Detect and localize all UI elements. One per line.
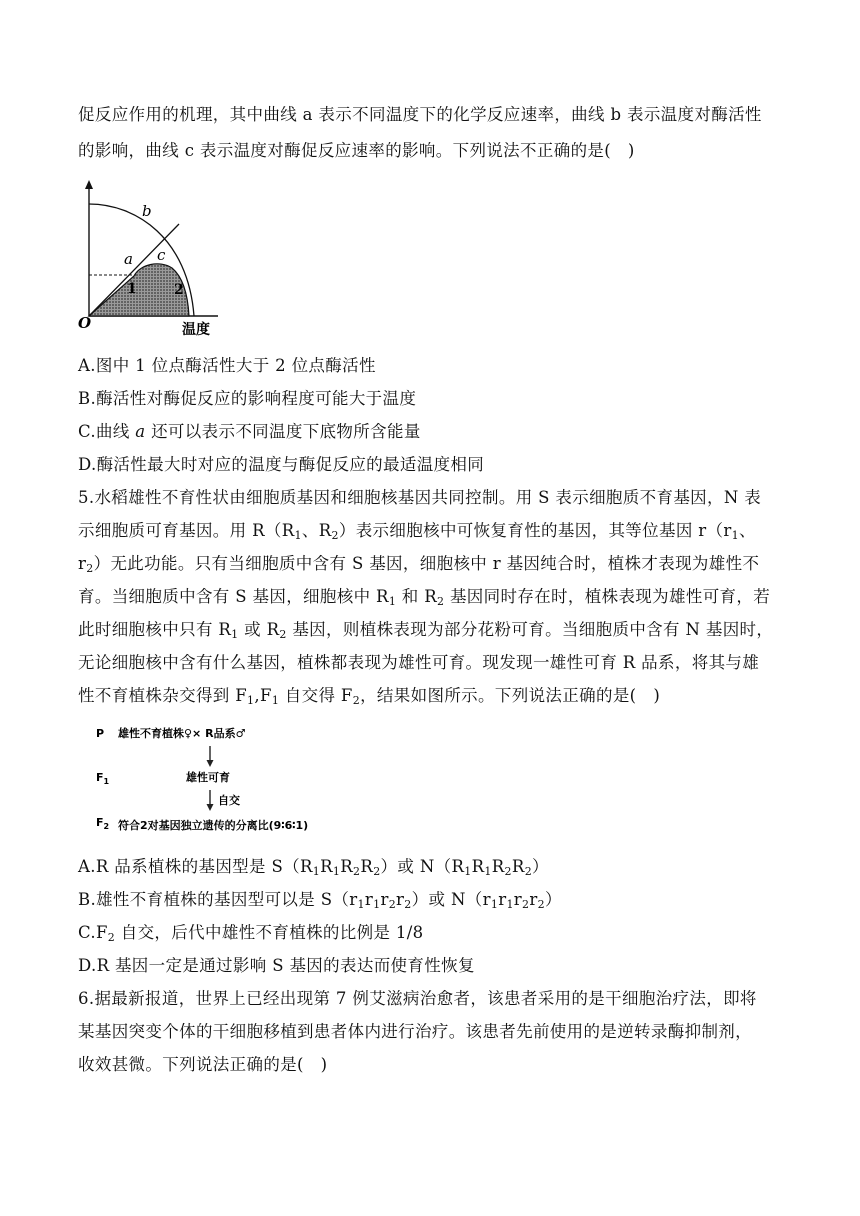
q5-a-s7: 2 (504, 865, 512, 878)
q5-l2b: 、R (301, 521, 332, 540)
q4-option-c-pre: C.曲线 (78, 422, 136, 441)
q5-line-3 (78, 552, 778, 576)
q4-option-d: D.酶活性最大时对应的温度与酶促反应的最适温度相同 (78, 455, 485, 474)
q5-l5c: 基因，则植株表现为部分花粉可育。当细胞质中含有 N 基因时， (286, 620, 774, 639)
q5-a-s5: 1 (464, 865, 472, 878)
q5-c-s1: 2 (107, 931, 116, 944)
label-2: 2 (174, 282, 184, 298)
q5-a-m5: R (471, 857, 485, 876)
q5-l2-sub1: 1 (294, 529, 302, 542)
q5-option-b (78, 888, 778, 912)
q5-b-s6: 1 (506, 898, 514, 911)
q5-a-s6: 1 (484, 865, 492, 878)
q5-l4-sub2: 2 (437, 595, 445, 608)
f2-text: 符合2对基因独立遗传的分离比(9∶6∶1) (118, 819, 309, 832)
q4-option-c (78, 420, 778, 444)
q5-l7-sub2: 1 (271, 694, 280, 707)
q5-l4b: 和 R (396, 587, 437, 606)
q5-l4c: 基因同时存在时，植株表现为雄性可育，若 (444, 587, 771, 606)
label-c: c (157, 246, 166, 264)
q5-l7a: 性不育植株杂交得到 F (78, 686, 248, 705)
q5-a-m3: R (360, 857, 374, 876)
q5-line-2 (78, 519, 778, 543)
q5-c-pre: C.F (78, 923, 108, 942)
q5-l2c: ）表示细胞核中可恢复育性的基因，其等位基因 r（r (338, 521, 732, 540)
q5-a-end: ） (532, 857, 549, 876)
p-label: P (96, 727, 105, 740)
q5-a-s8: 2 (524, 865, 533, 878)
q5-l2d: 、 (738, 521, 756, 540)
q5-a-m7: R (511, 857, 525, 876)
q5-b-mid: ）或 N（r (411, 890, 491, 909)
q5-b-m5: r (498, 890, 507, 909)
label-b: b (142, 202, 152, 220)
x-axis-label: 温度 (182, 322, 210, 338)
q5-a-mid: ）或 N（R (380, 857, 465, 876)
label-a: a (124, 250, 133, 268)
selfing-label: 自交 (218, 794, 240, 807)
q5-b-m1: r (364, 890, 374, 909)
q5-b-m2: r (380, 890, 389, 909)
q5-b-pre: B.雄性不育植株的基因型可以是 S（r (78, 890, 358, 909)
q5-l7d: ，结果如图所示。下列说法正确的是( ) (360, 686, 661, 705)
q5-l2-sub3: 1 (731, 529, 739, 542)
q5-line-6: 无论细胞核中含有什么基因，植株都表现为雄性可育。现发现一雄性可育 R 品系，将其与雄 (78, 653, 760, 672)
q5-a-s3: 2 (353, 865, 361, 878)
q5-b-s7: 2 (522, 898, 530, 911)
enzyme-temperature-graph (76, 178, 226, 338)
q5-b-end: ） (545, 890, 562, 909)
q5-line-1: 5.水稻雄性不育性状由细胞质基因和细胞核基因共同控制。用 S 表示细胞质不育基因，N 表 (78, 488, 762, 507)
q5-l5b: 或 R (238, 620, 280, 639)
q5-l5-sub2: 2 (279, 628, 287, 641)
p-text: 雄性不育植株♀× R品系♂ (118, 727, 246, 740)
q5-l3a: r (78, 554, 87, 573)
q5-b-s2: 1 (373, 898, 381, 911)
q5-l7-sub3: 2 (352, 694, 361, 707)
q5-l3-sub1: 2 (86, 562, 94, 575)
q5-line-7 (78, 684, 778, 708)
f1-text: 雄性可育 (186, 771, 230, 784)
q5-l5a: 此时细胞核中只有 R (78, 620, 232, 639)
q5-b-m3: r (396, 890, 405, 909)
q4-stem-line-1: 促反应作用的机理，其中曲线 a 表示不同温度下的化学反应速率，曲线 b 表示温度对酶活性 (78, 105, 762, 124)
q5-b-s8: 2 (537, 898, 546, 911)
q5-a-m6: R (491, 857, 505, 876)
q6-line-2: 某基因突变个体的干细胞移植到患者体内进行治疗。该患者先前使用的是逆转录酶抑制剂， (78, 1022, 752, 1041)
q6-line-1: 6.据最新报道，世界上已经出现第 7 例艾滋病治愈者，该患者采用的是干细胞治疗法，即将 (78, 989, 757, 1008)
q5-a-m1: R (320, 857, 333, 876)
q5-option-c (78, 921, 778, 945)
arrow-2-head (207, 804, 214, 811)
origin-label: O (78, 314, 92, 332)
q5-a-s4: 2 (373, 865, 381, 878)
q5-l5-sub1: 1 (231, 628, 239, 641)
f1-label: $F_1$ (96, 771, 110, 786)
q5-b-s4: 2 (404, 898, 412, 911)
q5-l7-sub1: 1 (247, 694, 255, 707)
q5-a-m2: R (340, 857, 354, 876)
q5-b-m6: r (513, 890, 523, 909)
q5-b-s1: 1 (357, 898, 365, 911)
q5-a-pre: A.R 品系植株的基因型是 S（R (78, 857, 313, 876)
q5-a-s2: 1 (332, 865, 341, 878)
y-axis-arrow (85, 180, 93, 189)
q4-option-a: A.图中 1 位点酶活性大于 2 位点酶活性 (78, 356, 376, 375)
q5-a-s1: 1 (312, 865, 321, 878)
q4-option-c-var: a (135, 422, 146, 441)
q4-stem-line-2: 的影响，曲线 c 表示温度对酶促反应速率的影响。下列说法不正确的是( ) (78, 141, 635, 160)
q5-c-post: 自交，后代中雄性不育植株的比例是 1/8 (115, 923, 424, 942)
q4-option-c-post: 还可以表示不同温度下底物所含能量 (145, 422, 421, 441)
q5-line-5 (78, 618, 778, 642)
q5-l7b: ,F (254, 686, 272, 705)
cross-diagram (88, 722, 368, 842)
q5-l4-sub1: 1 (388, 595, 397, 608)
q5-b-s5: 1 (490, 898, 499, 911)
q5-option-d: D.R 基因一定是通过影响 S 基因的表达而使育性恢复 (78, 956, 475, 975)
q5-option-a (78, 855, 778, 879)
q4-option-b: B.酶活性对酶促反应的影响程度可能大于温度 (78, 389, 417, 408)
arrow-1-head (207, 760, 214, 767)
q5-b-s3: 2 (388, 898, 397, 911)
q5-l2-sub2: 2 (331, 529, 339, 542)
q5-l2a: 示细胞质可育基因。用 R（R (78, 521, 295, 540)
q5-l7c: 自交得 F (279, 686, 353, 705)
label-1: 1 (127, 281, 137, 297)
f2-label: $F_2$ (96, 816, 110, 831)
q5-line-4 (78, 585, 778, 609)
q5-l4a: 育。当细胞质中含有 S 基因，细胞核中 R (78, 587, 389, 606)
q5-b-m7: r (529, 890, 538, 909)
q5-l3b: ）无此功能。只有当细胞质中含有 S 基因，细胞核中 r 基因纯合时，植株才表现为雄性不 (93, 554, 760, 573)
q6-line-3: 收效甚微。下列说法正确的是( ) (78, 1055, 328, 1074)
